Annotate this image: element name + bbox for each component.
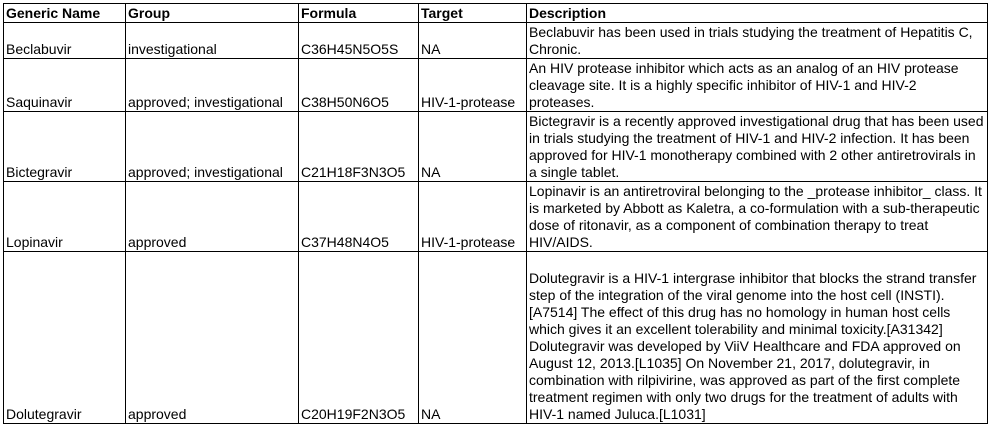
cell-group[interactable]: approved; investigational (126, 112, 299, 182)
cell-group[interactable]: approved; investigational (126, 59, 299, 112)
table-row (4, 59, 988, 112)
header-formula: Formula (299, 4, 419, 23)
cell-description[interactable]: Beclabuvir has been used in trials studying the treatment of Hepatitis C, Chronic. (527, 23, 988, 59)
cell-group[interactable]: investigational (126, 23, 299, 59)
table-row (4, 112, 988, 182)
cell-description[interactable]: An HIV protease inhibitor which acts as an analog of an HIV protease cleavage site. It is a highly specific inhibitor of HIV-1 and HIV-2 proteases. (527, 59, 988, 112)
cell-group[interactable]: approved (126, 252, 299, 424)
cell-generic-name[interactable]: Lopinavir (4, 182, 126, 252)
drug-table (3, 3, 988, 424)
cell-target[interactable]: HIV-1-protease (419, 59, 527, 112)
cell-generic-name[interactable]: Beclabuvir (4, 23, 126, 59)
cell-generic-name[interactable]: Saquinavir (4, 59, 126, 112)
cell-formula[interactable]: C20H19F2N3O5 (299, 252, 419, 424)
cell-description[interactable]: Bictegravir is a recently approved investigational drug that has been used in trials studying the treatment of HIV-1 and HIV-2 infection. It has been approved for HIV-1 monotherapy combined with 2 other antiretrovirals in a single tablet. (527, 112, 988, 182)
cell-group[interactable]: approved (126, 182, 299, 252)
cell-generic-name[interactable]: Bictegravir (4, 112, 126, 182)
header-generic-name: Generic Name (4, 4, 126, 23)
header-group: Group (126, 4, 299, 23)
cell-target[interactable]: NA (419, 112, 527, 182)
cell-formula[interactable]: C21H18F3N3O5 (299, 112, 419, 182)
cell-target[interactable]: NA (419, 23, 527, 59)
header-row (4, 4, 988, 23)
table-row (4, 252, 988, 424)
cell-generic-name[interactable]: Dolutegravir (4, 252, 126, 424)
cell-formula[interactable]: C36H45N5O5S (299, 23, 419, 59)
header-description: Description (527, 4, 988, 23)
cell-description[interactable]: Dolutegravir is a HIV-1 intergrase inhibitor that blocks the strand transfer step of the integration of the viral genome into the host cell (INSTI).[A7514] The effect of this drug has no homology in human host cells which gives it an excellent tolerability and minimal toxicity.[A31342] Dolutegravir was developed by ViiV Healthcare and FDA approved on August 12, 2013.[L1035] On November 21, 2017, dolutegravir, in combination with rilpivirine, was approved as part of the first complete treatment regimen with only two drugs for the treatment of adults with HIV-1 named Juluca.[L1031] (527, 252, 988, 424)
cell-target[interactable]: HIV-1-protease (419, 182, 527, 252)
cell-formula[interactable]: C37H48N4O5 (299, 182, 419, 252)
cell-formula[interactable]: C38H50N6O5 (299, 59, 419, 112)
table-row (4, 182, 988, 252)
table-row (4, 23, 988, 59)
header-target: Target (419, 4, 527, 23)
cell-target[interactable]: NA (419, 252, 527, 424)
cell-description[interactable]: Lopinavir is an antiretroviral belonging to the _protease inhibitor_ class. It is marketed by Abbott as Kaletra, a co-formulation with a sub-therapeutic dose of ritonavir, as a component of combination therapy to treat HIV/AIDS. (527, 182, 988, 252)
